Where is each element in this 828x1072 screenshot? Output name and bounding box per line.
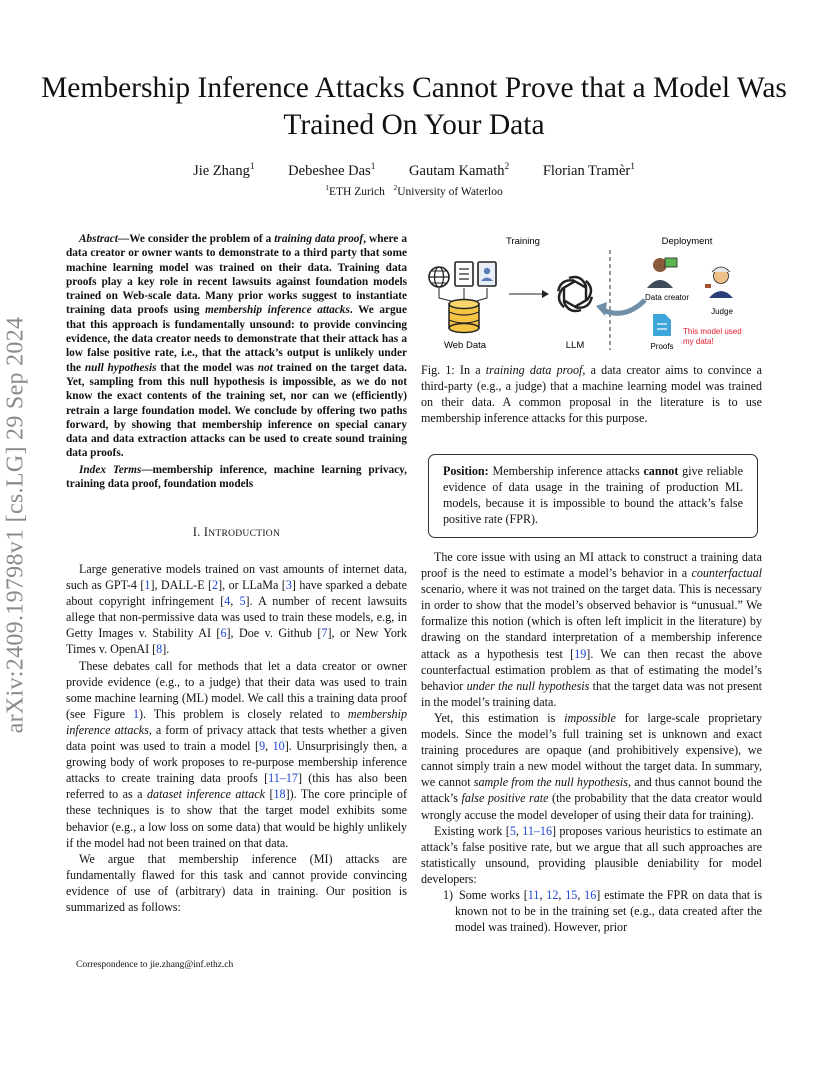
body-paragraph: The core issue with using an MI attack to construct a training data proof is the need to estimate a model’s behavior in a counterfactual scenario, where it was not trained on the target data. This is necessary in order to show that the model’s observed behavior is “unusual.” We formalize this notion (which is often left implicit in the literature) by drawing on the standard interpretation of a membership inference attack as a hypothesis test [19]. We can then recast the above counterfactual estimation problem as that of estimating the model’s behavior under the null hypothesis that the target data was not present in the model’s training data. [421, 550, 762, 709]
figure-link[interactable]: 1 [132, 706, 139, 721]
body-paragraph: Existing work [5, 11–16] proposes various heuristics to estimate an attack’s false positive rate, but we argue that all such approaches are statistically unsound, providing plausible deniability for model developers: [421, 823, 762, 886]
proofs-label: Proofs [650, 342, 674, 351]
citation-link[interactable]: 4 [224, 594, 231, 609]
citation-link[interactable]: 7 [321, 626, 328, 641]
right-column-body [421, 549, 762, 935]
position-box: Position: Membership inference attacks cannot give reliable evidence of data usage in the training of production ML models, because it is impossible to bound the attack’s false positive rate (FPR). [428, 454, 758, 538]
claim-text: This model used [683, 327, 742, 336]
citation-link[interactable]: 11 [527, 887, 540, 902]
web-data-label: Web Data [443, 340, 487, 351]
citation-link[interactable]: 11–16 [522, 823, 553, 838]
citation-link[interactable]: 18 [273, 787, 286, 802]
curved-arrow-icon [596, 300, 645, 316]
intro-paragraph: We argue that membership inference (MI) attacks are fundamentally flawed for this task and cannot provide convincing evidence of use of (arbitrary) data in training. Our position is summarized as follows: [66, 851, 407, 914]
introduction-body [66, 561, 407, 915]
database-icon [449, 300, 479, 333]
citation-link[interactable]: 11–17 [268, 771, 298, 786]
author: Florian Tramèr$^1$ [542, 162, 635, 179]
claim-text: my data! [683, 337, 714, 346]
judge-icon [705, 267, 733, 298]
author: Gautam Kamath$^2$ [409, 162, 510, 179]
proofs-icon [653, 314, 671, 336]
globe-icon [429, 267, 449, 287]
citation-link[interactable]: 12 [546, 887, 559, 902]
citation-link[interactable]: 5 [239, 594, 246, 609]
citation-link[interactable]: 9 [259, 739, 266, 754]
affiliations: $^1$ETH Zurich $^2$University of Waterloo [325, 183, 503, 198]
intro-paragraph: Large generative models trained on vast amounts of internet data, such as GPT-4 [1], DALL-E [2], or LLaMa [3] have sparked a debate about copyright infringement [4, 5]. A number of recent lawsuits allege that non-permissive data was used to train these models, e.g, in Getty Images v. Stability AI [6], Doe v. Github [7], or New York Times v. OpenAI [8]. [66, 562, 408, 657]
intro-paragraph: These debates call for methods that let a data creator or owner provide evidence (e.g., to a judge) that their data was used to train some machine learning (ML) model. We call this a training data proof (see Figure 1). This problem is closely related to membership inference attacks, a form of privacy attack that tests whether a given data point was used to train a model [9, 10]. Unsurprisingly then, a growing body of work proposes to re-purpose membership inference attacks to create training data proofs [11–17] (this has also been referred to as a dataset inference attack [18]). The core principle of these techniques is to show that the target model exhibits some behavior (e.g., a low loss on some data) that would be highly unlikely if the model had not been trained on that data. [66, 658, 408, 850]
citation-link[interactable]: 5 [509, 823, 516, 838]
document-icon [455, 262, 473, 286]
citation-link[interactable]: 1 [144, 578, 151, 593]
section-heading: I. INTRODUCTION [192, 525, 281, 539]
list-item: 1) Some works [11, 12, 15, 16] estimate the FPR on data that is known not to be in the training set (e.g., data created after the model was trained). However, prior [443, 887, 763, 935]
figure-caption: Fig. 1: In a training data proof, a data creator aims to convince a third-party (e.g., a judge) that a machine learning model was trained on their data. A common proposal in the literature is to use membership inference attacks for this purpose. [421, 363, 763, 426]
citation-link[interactable]: 3 [285, 578, 292, 593]
data-creator-label: Data creator [644, 293, 690, 302]
llm-icon [555, 276, 595, 312]
citation-link[interactable]: 10 [272, 739, 285, 754]
citation-link[interactable]: 8 [156, 642, 163, 657]
figure-1 [425, 232, 765, 357]
author: Debeshee Das$^1$ [288, 162, 376, 179]
llm-label: LLM [565, 340, 585, 351]
citation-link[interactable]: 16 [584, 887, 597, 902]
abstract: Abstract—We consider the problem of a training data proof, where a data creator or owner wants to demonstrate to a third party that some machine learning model was trained on their data. Training data proofs play a key role in recent lawsuits against foundation models trained on Web-scale data. Many prior works suggest to instantiate training data proofs using membership inference attacks. We argue that this approach is fundamentally unsound: to provide convincing evidence, the data creator needs to demonstrate that their attack has a low false positive rate, i.e., that the attack’s output is unlikely under the null hypothesis that the model was not trained on the target data. Yet, sampling from this null hypothesis is impossible, as we do not know the exact contents of the training set, nor can we (efficiently) retrain a large foundation model. We conclude by offering two paths forward, by showing that membership inference on special canary data and data extraction attacks can be used to create sound training data proofs. [66, 233, 407, 460]
citation-link[interactable]: 6 [220, 626, 227, 641]
arrow-icon [509, 290, 549, 298]
deployment-label: Deployment [661, 236, 713, 247]
author-list [40, 162, 788, 180]
body-paragraph: Yet, this estimation is impossible for large-scale proprietary models. Since the model’s full training set is unknown and exact training procedures are opaque (and prohibitively expensive), we cannot simply train a new model without the target data. In summary, we cannot sample from the null hypothesis, and thus cannot bound the attack’s false positive rate (the probability that the data creator would wrongly accuse the model developer of using their data for training). [421, 710, 763, 822]
training-label: Training [506, 236, 540, 247]
data-creator-icon [647, 258, 677, 288]
id-card-icon [478, 262, 496, 286]
paper-title: Membership Inference Attacks Cannot Prove that a Model Was Trained On Your Data [41, 72, 787, 141]
citation-link[interactable]: 19 [574, 646, 587, 661]
judge-label: Judge [711, 307, 733, 316]
footnote: Correspondence to jie.zhang@inf.ethz.ch [76, 960, 234, 970]
citation-link[interactable]: 2 [212, 578, 219, 593]
author: Jie Zhang$^1$ [193, 162, 255, 179]
index-terms: Index Terms—membership inference, machine learning privacy, training data proof, foundation models [66, 464, 407, 491]
citation-link[interactable]: 15 [565, 887, 578, 902]
